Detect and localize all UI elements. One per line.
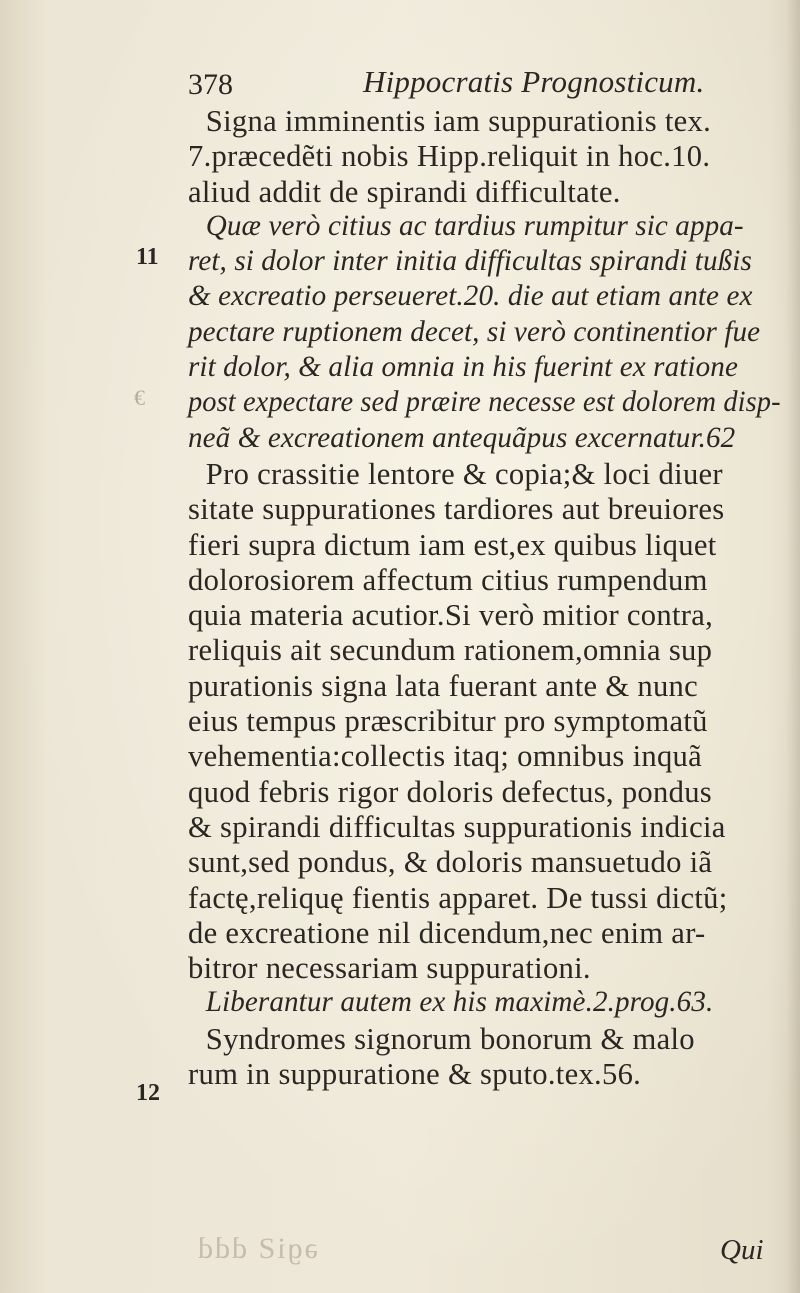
- text-line: Signa imminentis iam suppurationis tex.: [205, 103, 712, 138]
- text-line: rum in suppuratione & sputo.tex.56.: [188, 1056, 642, 1092]
- text-line: 7.præcedẽti nobis Hipp.reliquit in hoc.10.: [188, 138, 711, 174]
- text-line: pectare ruptionem decet, si verò continentior fue: [188, 315, 761, 348]
- text-line: quod febris rigor doloris defectus, pondus: [188, 773, 713, 809]
- running-title: Hippocratis Prognosticum.: [363, 64, 705, 99]
- body-text: [188, 103, 788, 1091]
- text-line: bitror necessariam suppurationi.: [188, 950, 591, 986]
- text-line: post expectare sed præire necesse est dolorem disp-: [188, 386, 781, 419]
- text-line: & spirandi difficultas suppurationis indicia: [188, 808, 726, 844]
- text-line: reliquis ait secundum rationem,omnia sup: [188, 632, 713, 668]
- page-number: 378: [188, 68, 233, 101]
- text-line: de excreatione nil dicendum,nec enim ar-: [188, 914, 706, 950]
- page-header: [188, 60, 748, 100]
- text-line: ret, si dolor inter initia difficultas spirandi tußis: [188, 245, 752, 278]
- margin-number-11: 11: [136, 244, 159, 270]
- text-line: sitate suppurationes tardiores aut breuiores: [188, 491, 725, 527]
- text-line: Pro crassitie lentore & copia;& loci diuer: [205, 455, 723, 491]
- text-line: vehementia:collectis itaq; omnibus inquã: [188, 738, 703, 774]
- bleed-through-text: ǝɡiƧ ddd: [196, 1232, 318, 1265]
- text-line: purationis signa lata fuerant ante & nunc: [188, 667, 699, 703]
- text-line: eius tempus præscribitur pro symptomatũ: [188, 703, 708, 739]
- text-line: dolorosiorem affectum citius rumpendum: [188, 561, 708, 597]
- text-line: fieri supra dictum iam est,ex quibus liquet: [188, 526, 717, 562]
- page-edge-shadow: [786, 0, 800, 1293]
- text-line: & excreatio perseueret.20. die aut etiam ante ex: [188, 280, 753, 313]
- text-line: sunt,sed pondus, & doloris mansuetudo iã: [188, 844, 713, 880]
- text-line: aliud addit de spirandi difficultate.: [188, 173, 621, 209]
- text-line: Syndromes signorum bonorum & malo: [205, 1020, 695, 1056]
- text-line: Quæ verò citius ac tardius rumpitur sic appa-: [205, 209, 744, 242]
- margin-number-12: 12: [136, 1080, 160, 1106]
- catchword: Qui: [720, 1234, 764, 1266]
- margin-stain-mark: €: [134, 385, 145, 410]
- text-line: neã & excreationem antequãpus excernatur.62: [188, 421, 736, 454]
- text-line: rit dolor, & alia omnia in his fuerint ex ratione: [188, 351, 738, 384]
- text-line: Liberantur autem ex his maximè.2.prog.63.: [205, 986, 714, 1019]
- text-line: factę,reliquę fientis apparet. De tussi dictũ;: [188, 879, 728, 915]
- text-line: quia materia acutior.Si verò mitior contra,: [188, 597, 714, 633]
